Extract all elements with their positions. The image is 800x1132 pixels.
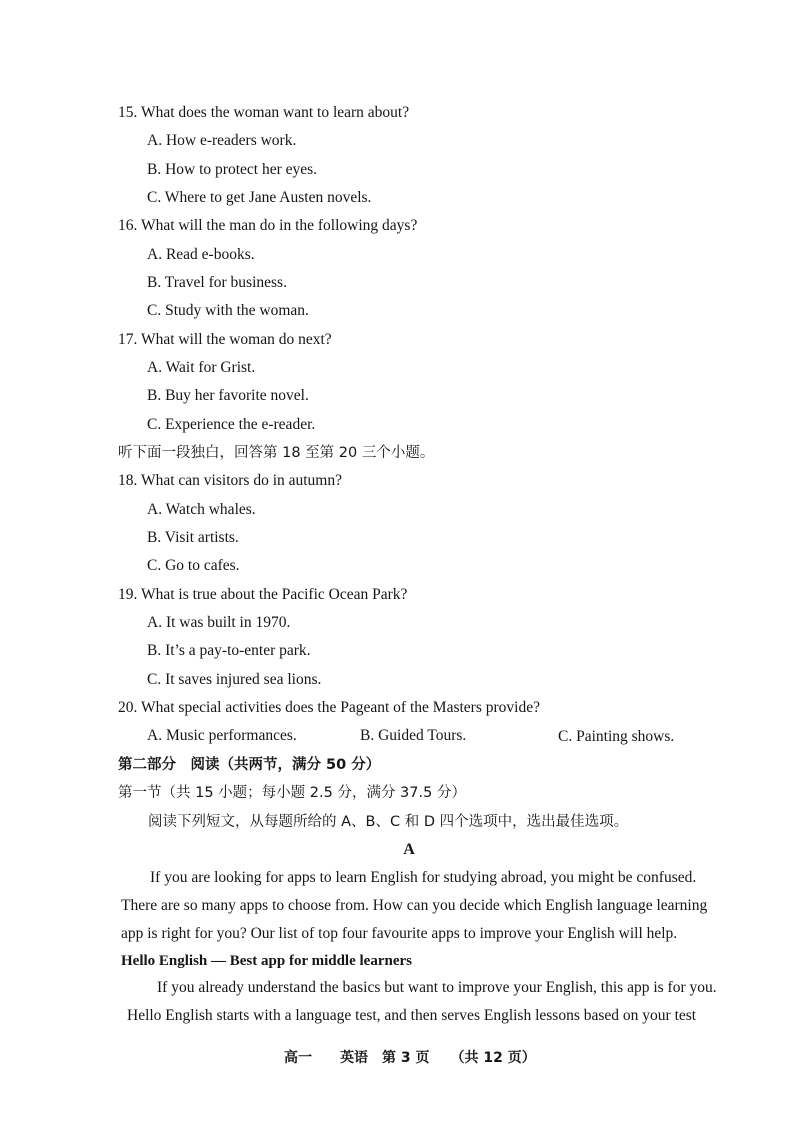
passage-para2-line2: Hello English starts with a language test, and then serves English lessons based on your test (127, 1007, 697, 1024)
question-18-option-b: B. Visit artists. (147, 529, 239, 546)
question-19-option-c: C. It saves injured sea lions. (147, 671, 322, 688)
question-20-option-a: A. Music performances. (147, 727, 297, 744)
question-17-option-a: A. Wait for Grist. (147, 359, 256, 376)
question-16-option-c: C. Study with the woman. (147, 302, 309, 319)
passage-para2-line1: If you already understand the basics but want to improve your English, this app is for you. (157, 979, 717, 996)
question-17-option-c: C. Experience the e-reader. (147, 416, 316, 433)
passage-label: A (403, 841, 415, 858)
question-18-option-a: A. Watch whales. (147, 501, 256, 518)
question-19-option-b: B. It’s a pay-to-enter park. (147, 642, 311, 659)
section1-heading: 第一节（共 15 小题；每小题 2.5 分，满分 37.5 分） (118, 785, 466, 801)
passage-para1-line3: app is right for you? Our list of top four favourite apps to improve your English will help. (121, 925, 678, 942)
question-15-option-c: C. Where to get Jane Austen novels. (147, 189, 372, 206)
question-17-stem: 17. What will the woman do next? (118, 331, 332, 348)
page-footer: 高一 英语 第 3 页 （共 12 页） (284, 1050, 536, 1066)
question-15-option-b: B. How to protect her eyes. (147, 161, 318, 178)
question-20-option-c: C. Painting shows. (558, 728, 675, 745)
question-19-option-a: A. It was built in 1970. (147, 614, 291, 631)
section1-instruction: 阅读下列短文，从每题所给的 A、B、C 和 D 四个选项中，选出最佳选项。 (148, 814, 629, 830)
part2-heading: 第二部分 阅读（共两节，满分 50 分） (118, 757, 381, 773)
monologue-instruction: 听下面一段独白，回答第 18 至第 20 三个小题。 (118, 445, 435, 461)
question-16-stem: 16. What will the man do in the following days? (118, 217, 418, 234)
passage-para1-line1: If you are looking for apps to learn English for studying abroad, you might be confused. (150, 869, 697, 886)
question-20-stem: 20. What special activities does the Pageant of the Masters provide? (118, 699, 540, 716)
question-19-stem: 19. What is true about the Pacific Ocean Park? (118, 586, 408, 603)
question-18-stem: 18. What can visitors do in autumn? (118, 472, 342, 489)
question-15-stem: 15. What does the woman want to learn about? (118, 104, 410, 121)
question-16-option-a: A. Read e-books. (147, 246, 255, 263)
passage-para1-line2: There are so many apps to choose from. How can you decide which English language learning (121, 897, 708, 914)
question-20-option-b: B. Guided Tours. (360, 727, 467, 744)
question-18-option-c: C. Go to cafes. (147, 557, 240, 574)
question-17-option-b: B. Buy her favorite novel. (147, 387, 309, 404)
question-15-option-a: A. How e-readers work. (147, 132, 297, 149)
question-16-option-b: B. Travel for business. (147, 274, 287, 291)
passage-subheading: Hello English — Best app for middle learners (121, 953, 412, 969)
